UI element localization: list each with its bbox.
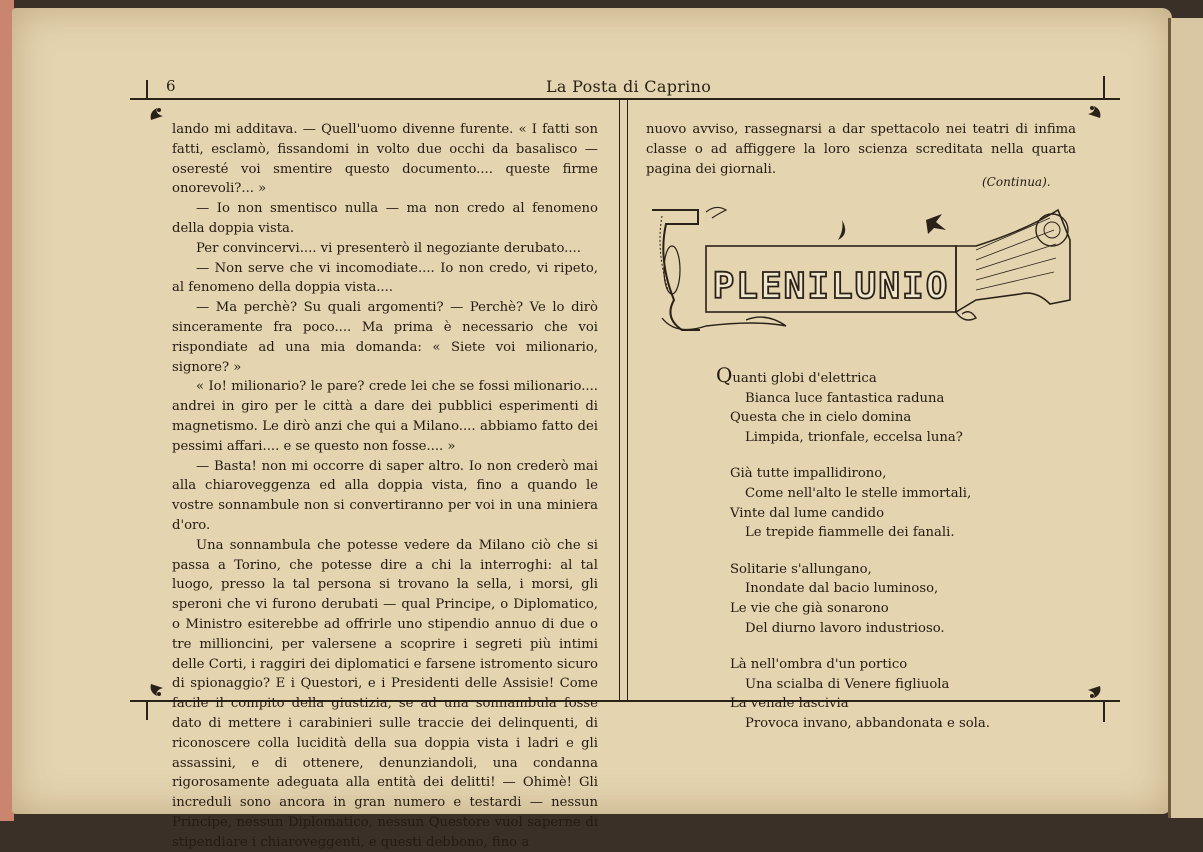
corner-ornament-icon <box>147 680 167 700</box>
poem-line: Là nell'ombra d'un portico <box>730 657 908 673</box>
corner-ornament-icon <box>147 104 167 124</box>
poem-line: La venale lascivia <box>730 696 849 712</box>
corner-ornament-icon <box>1084 102 1104 122</box>
poem-line: Provoca invano, abbandonata e sola. <box>745 715 990 731</box>
poem-line: Le trepide fiammelle dei fanali. <box>745 525 955 541</box>
column-rule <box>619 100 620 700</box>
banner-title: PLENILUNIO <box>712 266 950 307</box>
header-tick-left <box>146 80 148 100</box>
poem-line: Già tutte impallidirono, <box>730 466 887 482</box>
paragraph: Una sonnambula che potesse vedere da Milano ciò che si passa a Torino, che potesse dire a chi la interroghi: al tal luogo, presso la tal persona si trovano la sella, i morsi, gli speroni che vi furono derubati — qual Principe, o Diplomatico, o Ministro esiterebbe ad offrirle uno stipendio annuo di due o tre millioncini, per valersene a scoprire i segreti più intimi delle Corti, i raggiri dei diplomatici e farsene istromento sicuro di spionaggio? E i Questori, e i Presidenti delle Assisie! Come facile il compito della giustizia, se ad una sonnambula fosse dato di mettere i carabinieri sulle traccie dei delinquenti, di riconoscere colla lucidità della sua doppia vista i ladri e gli assassini, e di ottenere, denunziandoli, una condanna rigorosamente adeguata alla entità dei delitti! — Ohimè! Gli increduli sono ancora in gran numero e testardi — nessun Principe, nessun Diplomatico, nessun Questore vuol saperne di stipendiare i chiaroveggenti, e questi debbono, fino a <box>172 537 598 850</box>
drop-cap: Q <box>716 363 733 387</box>
next-page-edge <box>1168 18 1203 818</box>
poem <box>716 363 990 751</box>
poem-line: Una scialba di Venere figliuola <box>745 676 950 692</box>
footer-tick-left <box>146 700 148 720</box>
left-column-text <box>172 120 598 852</box>
footer-tick-right <box>1103 700 1105 722</box>
poem-line: Limpida, trionfale, eccelsa luna? <box>745 429 963 445</box>
poem-stanza <box>730 560 990 638</box>
paragraph: « Io! milionario? le pare? crede lei che se fossi milionario.... andrei in giro per le città a dare dei pubblici esperimenti di magnetismo. Le dirò anzi che qui a Milano.... abbiamo fatto dei pessimi affari.... e se questo non fosse.... » <box>172 379 598 454</box>
paragraph: — Non serve che vi incomodiate.... Io non credo, vi ripeto, al fenomeno della doppia vista.... <box>172 260 598 296</box>
paragraph: — Ma perchè? Su quali argomenti? — Perchè? Ve lo dirò sinceramente fra poco.... Ma prima è necessario che voi rispondiate ad una mia domanda: « Siete voi milionario, signore? » <box>172 300 598 375</box>
poem-line: Vinte dal lume candido <box>730 505 885 521</box>
paragraph: Per convincervi.... vi presenterò il negoziante derubato.... <box>196 240 581 256</box>
header-rule <box>130 98 1120 100</box>
paragraph: — Basta! non mi occorre di saper altro. Io non crederò mai alla chiaroveggenza ed alla doppia vista, fino a quando le vostre sonnambule non si convertiranno per voi in una miniera d'oro. <box>172 458 598 533</box>
poem-line: Inondate dal bacio luminoso, <box>745 581 939 597</box>
poem-line: Come nell'alto le stelle immortali, <box>745 485 972 501</box>
poem-line: Solitarie s'allungano, <box>730 561 872 577</box>
corner-ornament-icon <box>1084 682 1104 702</box>
poem-stanza <box>716 363 990 447</box>
poem-line: Del diurno lavoro industrioso. <box>745 620 945 636</box>
poem-stanza <box>730 655 990 733</box>
right-column-continuation <box>646 120 1076 179</box>
page-number: 6 <box>166 77 176 95</box>
paragraph: nuovo avviso, rassegnarsi a dar spettacolo nei teatri di infima classe o ad affiggere la loro scienza screditata nella quarta pagina dei giornali. <box>646 122 1076 177</box>
paragraph: — Io non smentisco nulla — ma non credo al fenomeno della doppia vista. <box>172 201 598 236</box>
column-rule <box>627 100 628 700</box>
poem-line: Quanti globi d'elettrica <box>716 363 877 387</box>
poem-line: Le vie che già sonarono <box>730 600 889 616</box>
continua-note: (Continua). <box>982 175 1051 189</box>
paragraph: lando mi additava. — Quell'uomo divenne furente. « I fatti son fatti, esclamò, fissandomi in volto due occhi da basalisco — oseresté voi smentire questo documento.... queste firme onorevoli?... » <box>172 122 598 197</box>
poem-line: Questa che in cielo domina <box>730 410 912 426</box>
poem-stanza <box>730 464 990 542</box>
poem-line: Bianca luce fantastica raduna <box>745 390 945 406</box>
running-title: La Posta di Caprino <box>546 77 712 96</box>
header-tick-right <box>1103 76 1105 98</box>
plenilunio-banner <box>646 200 1078 350</box>
